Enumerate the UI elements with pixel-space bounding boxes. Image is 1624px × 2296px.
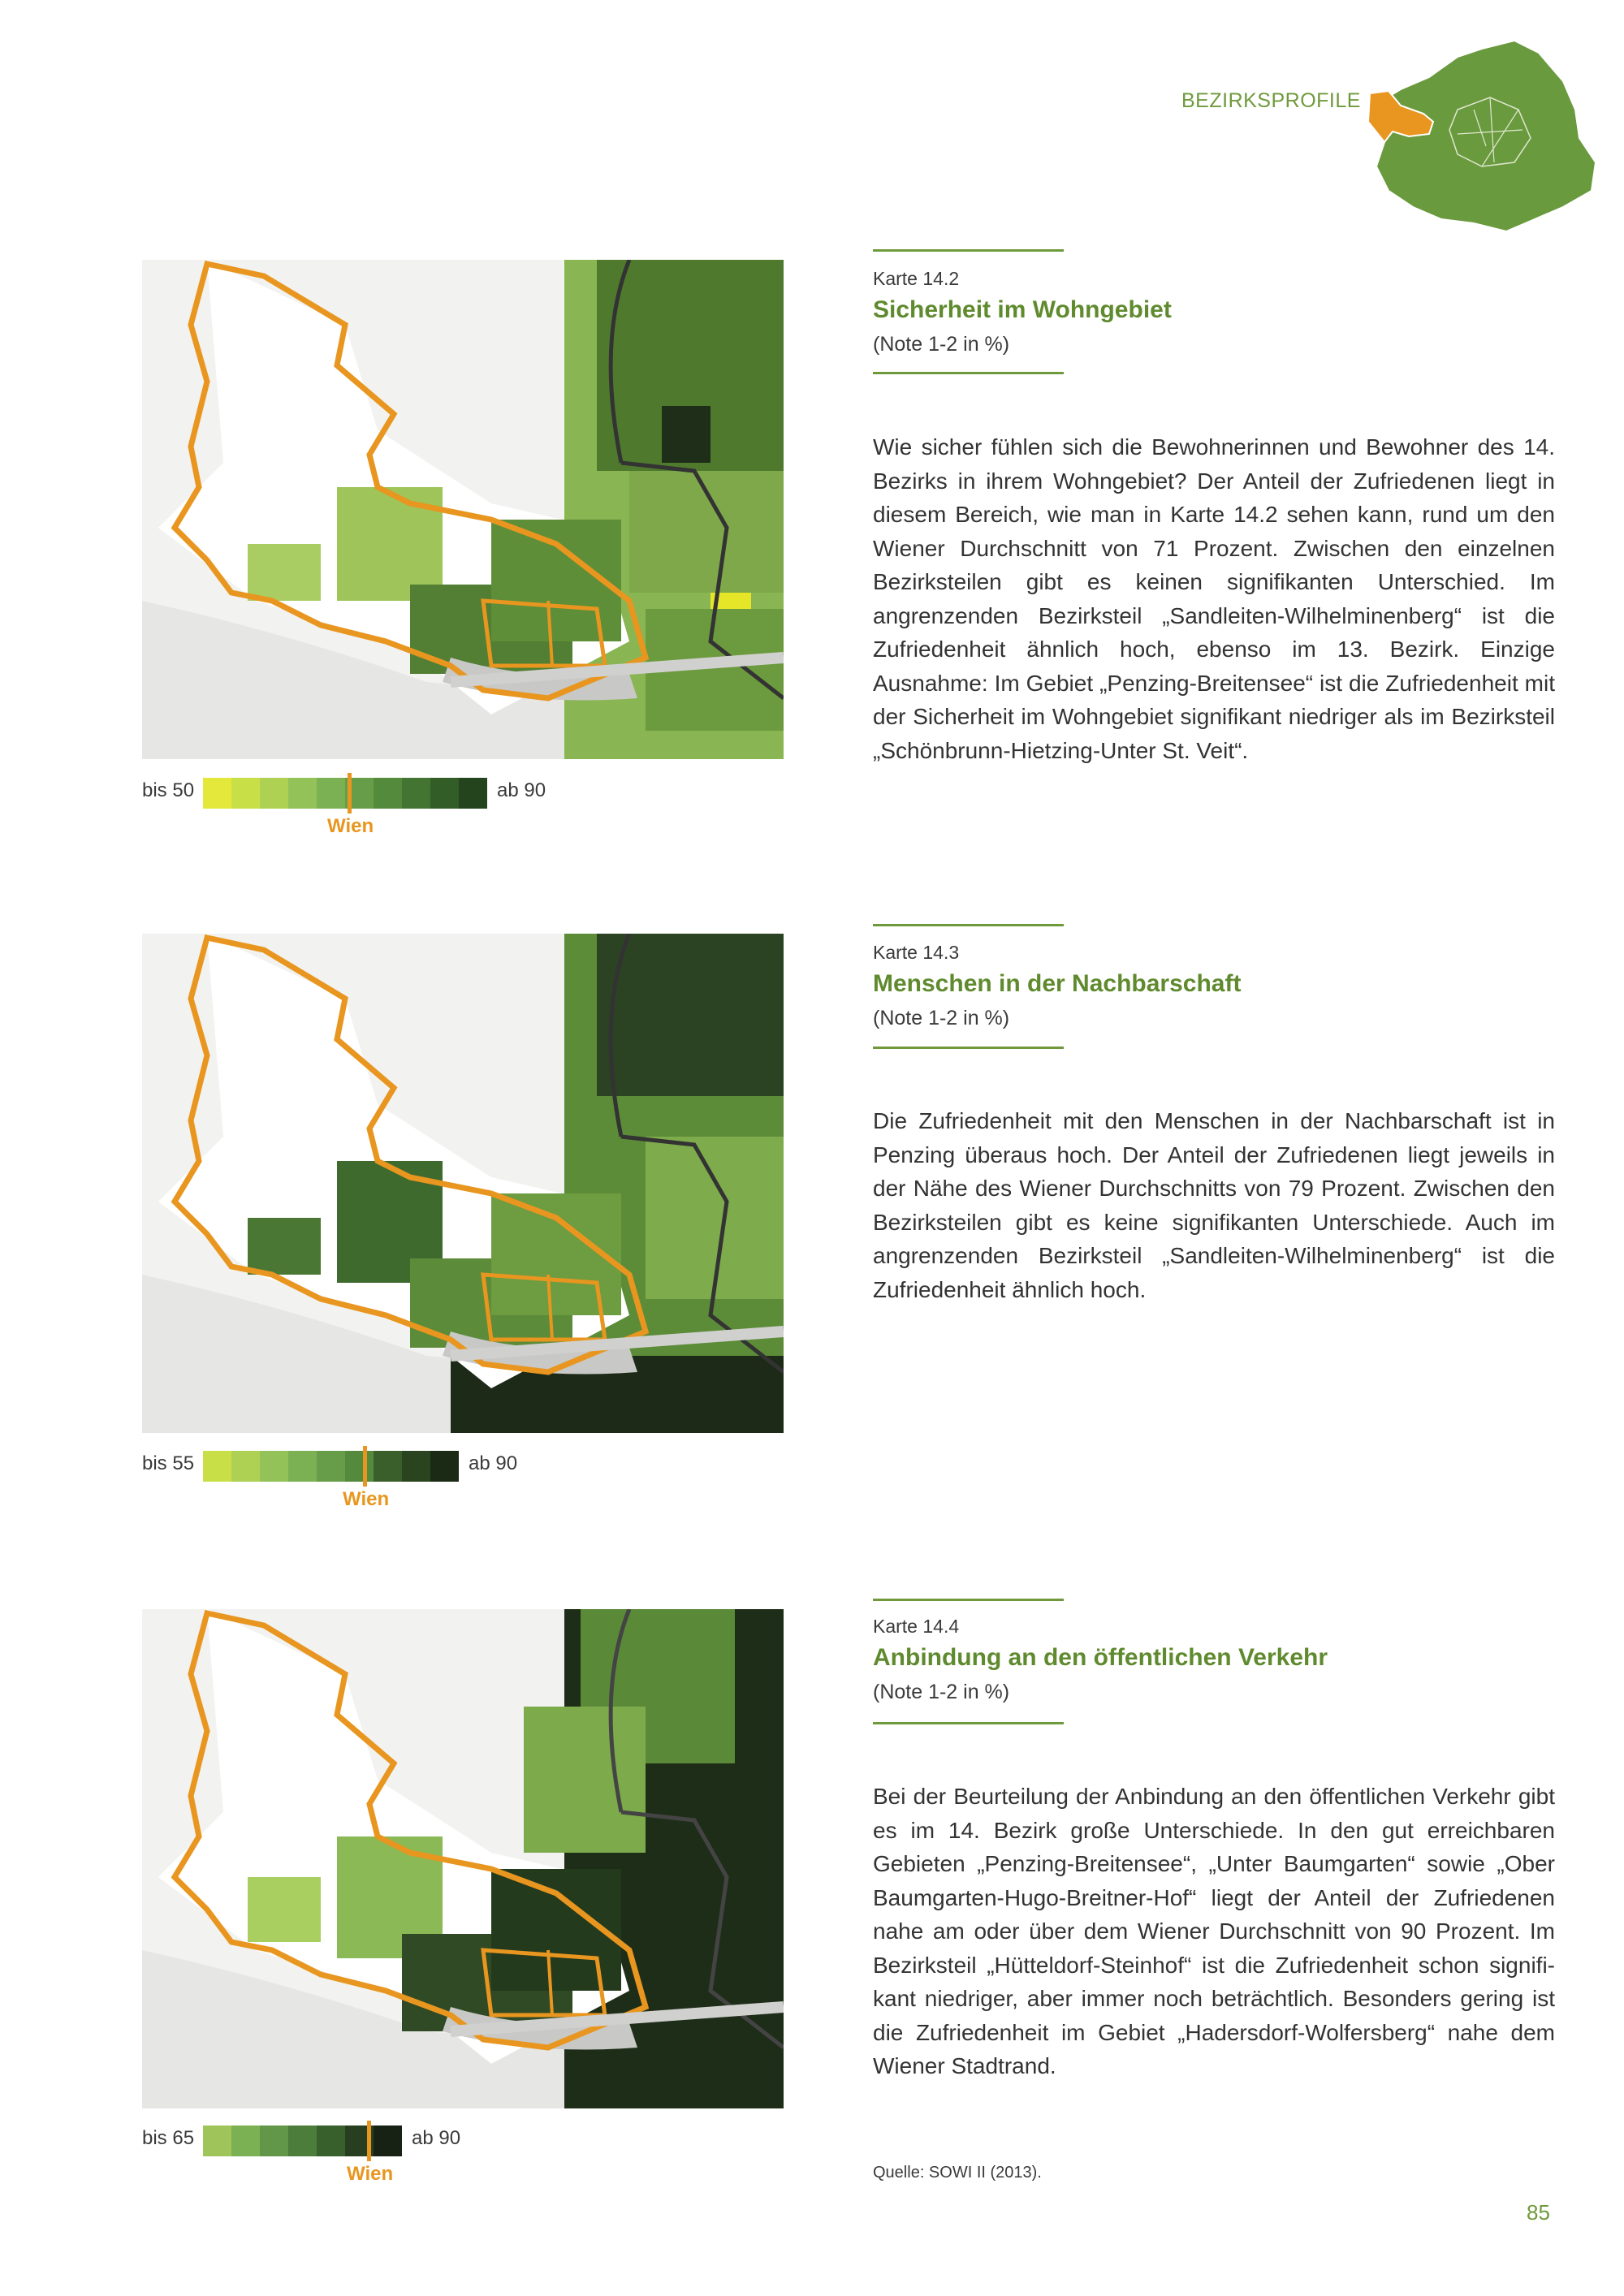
vienna-district-locator-map — [1352, 32, 1604, 235]
rule-top-karte-14-2 — [873, 249, 1064, 252]
legend-color-scale — [203, 778, 487, 809]
legend-karte-14-3 — [142, 1451, 597, 1516]
legend-karte-14-4 — [142, 2126, 597, 2190]
page-number: 85 — [1527, 2200, 1550, 2225]
map-number: Karte 14.2 — [873, 268, 960, 289]
rule-bottom-karte-14-4 — [873, 1722, 1064, 1724]
rule-top-karte-14-3 — [873, 924, 1064, 926]
map-description: Die Zufriedenheit mit den Menschen in der Nachbarschaft ist in Penzing überaus hoch. Der Anteil der Zufriedenen liegt jeweils in der Nähe des Wiener Durchschnitts von 79 Prozent. Zwischen den Bezirksteilen gibt es keine signifikanten Unterschiede. Auch im angrenzenden Bezirksteil „Sandleiten-Wilhelminenberg“ ist die Zufriedenheit ähnlich hoch. — [873, 1108, 1555, 1302]
map-title: Anbindung an den öffentlichen Verkehr — [873, 1644, 1328, 1671]
map-subtitle: (Note 1-2 in %) — [873, 333, 1010, 356]
legend-vienna-label: Wien — [327, 815, 374, 837]
legend-color-scale — [203, 2126, 402, 2156]
rule-bottom-karte-14-2 — [873, 372, 1064, 374]
legend-vienna-marker — [348, 773, 352, 814]
legend-low-label: bis 65 — [142, 2127, 195, 2149]
section-label: BEZIRKSPROFILE — [1181, 89, 1361, 112]
legend-high-label: ab 90 — [497, 779, 546, 801]
legend-vienna-label: Wien — [343, 1488, 390, 1510]
source-note: Quelle: SOWI II (2013). — [873, 2164, 1042, 2182]
map-subtitle: (Note 1-2 in %) — [873, 1681, 1010, 1703]
map-karte-14-2 — [142, 260, 784, 759]
legend-color-scale — [203, 1451, 459, 1482]
legend-vienna-marker — [367, 2121, 371, 2161]
legend-vienna-label: Wien — [347, 2163, 394, 2185]
map-description: Wie sicher fühlen sich die Bewohnerinnen und Bewohner des 14. Bezirks in ihrem Wohngebiet? Der Anteil der Zufriedenen liegt in diesem Bereich, wie man in Karte 14.2 sehen kann, rund um den Wiener Durchschnitt von 71 Prozent. Zwischen den einzelnen Bezirksteilen gibt es keinen signifikanten Unterschied. Im angrenzenden Bezirksteil „Sandleiten-Wilhelminenberg“ ist die Zufriedenheit ähnlich hoch, ebenso im 13. Bezirk. Einzige Ausnahme: Im Gebiet „Penzing-Breitensee“ ist die Zufriedenheit mit der Sicherheit im Wohngebiet signifikant niedriger als im Bezirksteil „Schönbrunn-Hietzing-Unter St. Veit“. — [873, 434, 1555, 763]
legend-karte-14-2 — [142, 778, 597, 843]
map-karte-14-3 — [142, 934, 784, 1433]
map-number: Karte 14.3 — [873, 942, 960, 963]
legend-vienna-marker — [363, 1446, 367, 1487]
legend-high-label: ab 90 — [469, 1452, 518, 1474]
map-subtitle: (Note 1-2 in %) — [873, 1007, 1010, 1029]
map-number: Karte 14.4 — [873, 1616, 960, 1637]
map-karte-14-4 — [142, 1609, 784, 2108]
rule-top-karte-14-4 — [873, 1599, 1064, 1601]
legend-high-label: ab 90 — [412, 2127, 461, 2149]
legend-low-label: bis 50 — [142, 779, 195, 801]
map-title: Menschen in der Nachbarschaft — [873, 970, 1242, 997]
legend-low-label: bis 55 — [142, 1452, 195, 1474]
map-description: Bei der Beurteilung der Anbindung an den öffentlichen Verkehr gibt es im 14. Bezirk große Unterschiede. In den gut erreichbaren Gebieten „Penzing-Breitensee“, „Unter Baumgarten“ sowie „Ober Baumgarten-Hugo-Breitner-Hof“ liegt der Anteil der Zufriedenen nahe am oder über dem Wiener Durchschnitt von 90 Prozent. Im Bezirksteil „Hütteldorf-Steinhof“ ist die Zufriedenheit schon signifikant niedriger, aber immer noch beträchtlich. Besonders gering ist die Zufriedenheit im Gebiet „Hadersdorf-Wolfersberg“ nahe dem Wiener Stadtrand. — [873, 1784, 1555, 2078]
map-title: Sicherheit im Wohngebiet — [873, 296, 1172, 323]
rule-bottom-karte-14-3 — [873, 1047, 1064, 1049]
